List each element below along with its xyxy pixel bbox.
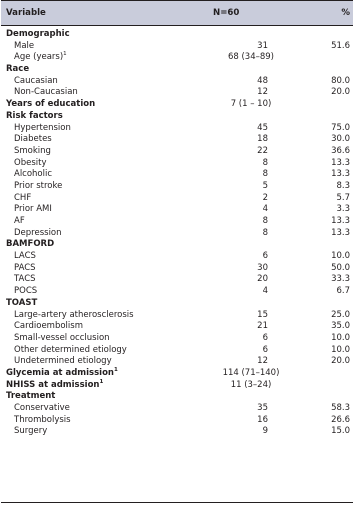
row-label-text: Prior AMI <box>14 204 52 215</box>
footnote-marker: 1 <box>63 51 67 58</box>
row-label <box>6 380 103 392</box>
row-label-text: AF <box>14 216 25 226</box>
table-row <box>1 403 353 415</box>
table-row <box>1 286 353 298</box>
percent-value: 20.0 <box>331 87 350 98</box>
row-label-text: Other determined etiology <box>14 344 127 355</box>
n-value: 35 <box>257 403 268 413</box>
n-value: 6 <box>262 332 268 343</box>
row-label-text: Treatment <box>6 391 56 402</box>
header-percent: % <box>341 8 350 18</box>
data-table <box>1 0 353 504</box>
row-label-text: Alcoholic <box>14 169 53 180</box>
row-label-text: POCS <box>14 286 38 297</box>
table-row <box>1 426 353 438</box>
median-range-value: 114 (71–140) <box>222 367 280 378</box>
percent-value: 26.6 <box>331 414 350 425</box>
percent-value: 10.0 <box>331 251 350 262</box>
row-label <box>14 87 78 99</box>
row-label <box>14 134 52 146</box>
row-label-text: PACS <box>14 262 36 273</box>
n-value: 4 <box>262 286 268 297</box>
table-row <box>1 181 353 193</box>
n-value: 21 <box>257 321 268 332</box>
n-value: 2 <box>262 192 268 203</box>
n-value: 18 <box>257 134 268 145</box>
row-label-text: BAMFORD <box>6 239 55 250</box>
n-value: 16 <box>257 414 268 425</box>
percent-value: 15.0 <box>331 426 350 437</box>
row-label <box>14 310 134 322</box>
section-row <box>1 29 353 41</box>
n-value: 45 <box>257 122 268 133</box>
section-row <box>1 380 353 392</box>
percent-value: 3.3 <box>336 204 350 215</box>
row-label-text: TOAST <box>6 297 38 308</box>
header-variable: Variable <box>6 8 46 18</box>
row-label <box>14 204 52 216</box>
table-row <box>1 310 353 322</box>
n-value: 12 <box>257 356 268 367</box>
row-label <box>14 403 70 415</box>
row-label <box>14 333 110 345</box>
row-label-text: NHISS at admission <box>6 379 100 390</box>
n-value: 15 <box>257 309 268 320</box>
table-row <box>1 134 353 146</box>
percent-value: 33.3 <box>331 274 350 285</box>
row-label-text: Large-artery atherosclerosis <box>14 309 134 320</box>
n-value: 8 <box>262 216 268 226</box>
section-row <box>1 368 353 380</box>
row-label-text: Prior stroke <box>14 180 63 191</box>
percent-value: 75.0 <box>331 122 350 133</box>
row-label <box>6 391 55 403</box>
row-label-text: Hypertension <box>14 122 71 133</box>
table-body <box>1 29 353 438</box>
row-label <box>14 321 83 333</box>
row-label-text: Diabetes <box>14 134 52 145</box>
n-value: 30 <box>257 262 268 273</box>
row-label <box>14 41 34 53</box>
row-label <box>14 193 31 205</box>
table-row <box>1 415 353 427</box>
row-label-text: Years of education <box>6 99 96 110</box>
row-label <box>6 64 29 76</box>
footnote-marker: 1 <box>99 378 104 385</box>
n-value: 8 <box>262 157 268 168</box>
percent-value: 5.7 <box>336 192 350 203</box>
n-value: 8 <box>262 169 268 180</box>
table-row <box>1 87 353 99</box>
percent-value: 51.6 <box>331 40 350 51</box>
percent-value: 10.0 <box>331 344 350 355</box>
percent-value: 25.0 <box>331 309 350 320</box>
percent-value: 20.0 <box>331 356 350 367</box>
table-row <box>1 158 353 170</box>
row-label-text: Thrombolysis <box>14 414 71 425</box>
table-row <box>1 193 353 205</box>
percent-value: 50.0 <box>331 262 350 273</box>
n-value: 6 <box>262 344 268 355</box>
table-row <box>1 263 353 275</box>
row-label <box>14 415 71 427</box>
n-value: 48 <box>257 75 268 86</box>
header-rule <box>1 25 353 26</box>
table-row <box>1 274 353 286</box>
row-label-text: CHF <box>14 192 32 203</box>
row-label-text: Demographic <box>6 29 70 39</box>
table-row <box>1 345 353 357</box>
row-label <box>14 356 112 368</box>
percent-value: 58.3 <box>331 403 350 413</box>
median-range-value: 68 (34–89) <box>227 52 275 63</box>
percent-value: 13.3 <box>331 157 350 168</box>
table-row <box>1 52 353 64</box>
n-value: 12 <box>257 87 268 98</box>
n-value: 6 <box>262 251 268 262</box>
table-row <box>1 146 353 158</box>
section-row <box>1 99 353 111</box>
table-row <box>1 216 353 228</box>
table-header <box>1 1 353 25</box>
row-label-text: Race <box>6 64 30 75</box>
row-label <box>14 286 37 298</box>
row-label <box>14 123 71 135</box>
percent-value: 80.0 <box>331 75 350 86</box>
row-label <box>6 298 37 310</box>
row-label <box>14 274 36 286</box>
row-label-text: Conservative <box>14 403 70 413</box>
row-label <box>14 426 47 438</box>
row-label <box>14 216 25 228</box>
n-value: 5 <box>262 180 268 191</box>
row-label-text: Male <box>14 40 35 51</box>
row-label <box>14 76 58 88</box>
percent-value: 10.0 <box>331 332 350 343</box>
table-row <box>1 41 353 53</box>
n-value: 4 <box>262 204 268 215</box>
median-range-value: 7 (1 – 10) <box>230 99 272 110</box>
table-row <box>1 356 353 368</box>
percent-value: 6.7 <box>336 286 350 297</box>
table-bottom-rule <box>1 502 353 503</box>
row-label-text: Surgery <box>14 426 48 437</box>
percent-value: 35.0 <box>331 321 350 332</box>
row-label-text: Small-vessel occlusion <box>14 332 110 343</box>
table-row <box>1 204 353 216</box>
table-row <box>1 321 353 333</box>
header-n: N=60 <box>213 8 240 18</box>
percent-value: 8.3 <box>336 180 350 191</box>
row-label <box>6 29 70 41</box>
row-label-text: LACS <box>14 251 36 262</box>
row-label-text: Non-Caucasian <box>14 87 78 98</box>
table-row <box>1 228 353 240</box>
row-label-text: Depression <box>14 227 62 238</box>
row-label-text: TACS <box>14 274 36 285</box>
row-label <box>14 345 127 357</box>
n-value: 8 <box>262 227 268 238</box>
percent-value: 13.3 <box>331 227 350 238</box>
table-row <box>1 333 353 345</box>
row-label <box>6 239 54 251</box>
footnote-marker: 1 <box>113 367 118 374</box>
row-label-text: Smoking <box>14 145 51 156</box>
n-value: 31 <box>257 40 268 51</box>
row-label-text: Risk factors <box>6 110 63 121</box>
table-row <box>1 169 353 181</box>
row-label-text: Caucasian <box>14 75 58 86</box>
section-row <box>1 391 353 403</box>
section-row <box>1 64 353 76</box>
percent-value: 13.3 <box>331 169 350 180</box>
n-value: 20 <box>257 274 268 285</box>
row-label-text: Cardioembolism <box>14 321 83 332</box>
row-label <box>14 228 62 240</box>
row-label <box>6 111 63 123</box>
table-row <box>1 123 353 135</box>
row-label <box>6 99 95 111</box>
row-label-text: Undetermined etiology <box>14 356 112 367</box>
row-label <box>14 181 62 193</box>
section-row <box>1 298 353 310</box>
row-label <box>14 263 36 275</box>
percent-value: 30.0 <box>331 134 350 145</box>
section-row <box>1 239 353 251</box>
section-row <box>1 111 353 123</box>
row-label-text: Glycemia at admission <box>6 367 114 378</box>
row-label-text: Obesity <box>14 157 47 168</box>
n-value: 9 <box>262 426 268 437</box>
percent-value: 13.3 <box>331 216 350 226</box>
row-label-text: Age (years) <box>14 52 64 63</box>
percent-value: 36.6 <box>331 145 350 156</box>
row-label <box>14 251 36 263</box>
median-range-value: 11 (3–24) <box>230 379 272 390</box>
n-value: 22 <box>257 145 268 156</box>
row-label <box>14 52 67 64</box>
row-label <box>14 158 46 170</box>
row-label <box>14 169 52 181</box>
row-label <box>14 146 51 158</box>
table-row <box>1 76 353 88</box>
table-row <box>1 251 353 263</box>
